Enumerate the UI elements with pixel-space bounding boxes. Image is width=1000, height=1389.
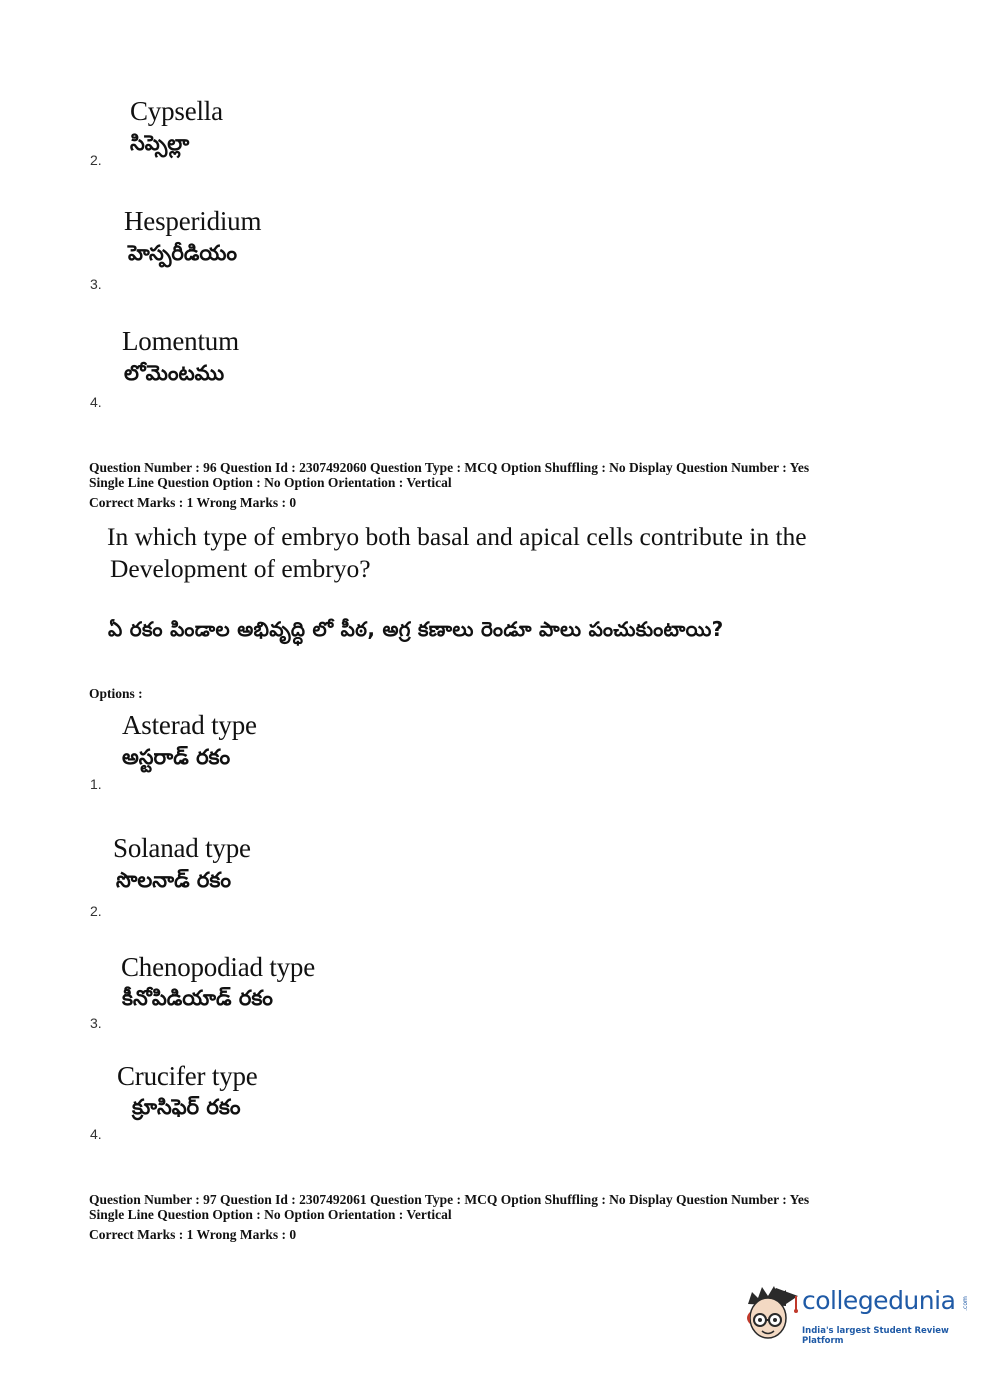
option-2-english: Cypsella — [130, 96, 223, 126]
question-96-text-en-line1: In which type of embryo both basal and apical cells contribute in the — [107, 522, 807, 551]
question-97-marks: Correct Marks : 1 Wrong Marks : 0 — [89, 1227, 297, 1242]
option-4-number: 4. — [90, 394, 102, 410]
option-3-number: 3. — [90, 276, 102, 292]
q96-option-2-number: 2. — [90, 903, 102, 919]
q96-option-2-english: Solanad type — [113, 833, 251, 863]
option-2-telugu: సిప్సెల్లా — [130, 131, 190, 155]
brand-name: collegedunia — [802, 1286, 956, 1315]
options-label: Options : — [89, 686, 143, 701]
option-3-telugu: హెస్పరీడియం — [128, 241, 238, 265]
option-4-telugu: లోమెంటము — [124, 361, 225, 385]
question-96-marks: Correct Marks : 1 Wrong Marks : 0 — [89, 495, 297, 510]
option-4-english: Lomentum — [122, 326, 239, 356]
q96-option-3-number: 3. — [90, 1015, 102, 1031]
q96-option-4-english: Crucifer type — [117, 1061, 258, 1091]
question-96-meta-line1: Question Number : 96 Question Id : 2307492060 Question Type : MCQ Option Shuffling : No Display Question Number : Yes — [89, 460, 810, 475]
q96-option-1-telugu: అస్టరాడ్ రకం — [122, 745, 231, 769]
brand-dotcom: .com — [961, 1296, 969, 1311]
q96-option-1-english: Asterad type — [122, 710, 257, 740]
q96-option-4-number: 4. — [90, 1126, 102, 1142]
brand-tagline: India's largest Student Review Platform — [802, 1326, 949, 1346]
question-96-text-te: ఏ రకం పిండాల అభివృద్ధి లో పీఠ, అగ్ర కణాలు రెండూ పాలు పంచుకుంటాయి? — [108, 617, 724, 641]
q96-option-2-telugu: సొలనాడ్ రకం — [116, 868, 231, 892]
mascot-icon — [742, 1282, 800, 1348]
q96-option-3-telugu: కీనోపిడియాడ్ రకం — [122, 986, 273, 1010]
question-97-meta-line1: Question Number : 97 Question Id : 2307492061 Question Type : MCQ Option Shuffling : No Display Question Number : Yes — [89, 1192, 810, 1207]
question-96-meta-line2: Single Line Question Option : No Option Orientation : Vertical — [89, 475, 452, 490]
q96-option-4-telugu: క్రూసిఫెర్ రకం — [132, 1095, 241, 1119]
option-3-english: Hesperidium — [124, 206, 262, 236]
option-2-number: 2. — [90, 152, 102, 168]
collegedunia-watermark — [742, 1282, 972, 1348]
q96-option-3-english: Chenopodiad type — [121, 952, 316, 982]
q96-option-1-number: 1. — [90, 776, 102, 792]
question-97-meta-line2: Single Line Question Option : No Option Orientation : Vertical — [89, 1207, 452, 1222]
question-96-text-en-line2: Development of embryo? — [110, 554, 371, 583]
